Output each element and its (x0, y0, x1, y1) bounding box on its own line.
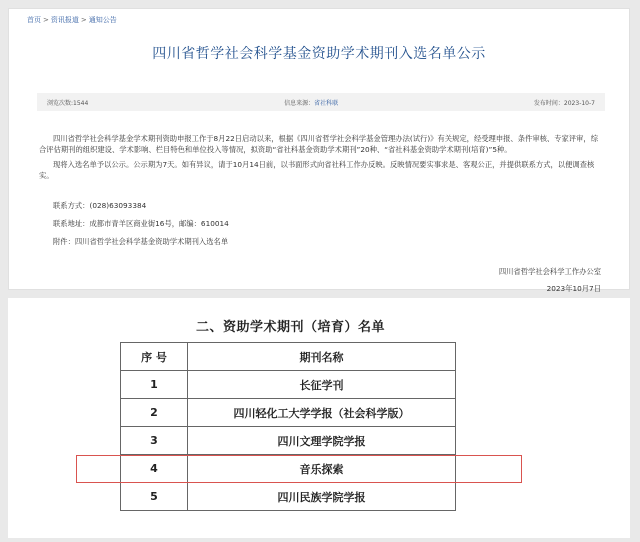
views-count (47, 98, 88, 107)
row-number: 3 (121, 427, 188, 455)
journal-table (120, 342, 456, 511)
journal-list-panel (8, 298, 630, 538)
publish-date-label: 发布时间： (533, 99, 564, 107)
table-title: 二、资助学术期刊（培育）名单 (196, 320, 386, 335)
article-source (284, 98, 338, 107)
breadcrumb-notices-link[interactable]: 通知公告 (88, 16, 117, 24)
row-number: 4 (121, 455, 188, 483)
row-number: 1 (121, 371, 188, 399)
column-header-number: 序 号 (121, 343, 188, 371)
journal-name: 音乐探索 (188, 455, 456, 483)
source-value: 省社科联 (314, 99, 339, 107)
article-body (39, 133, 605, 185)
publish-date-value: 2023-10-7 (563, 99, 595, 107)
contact-phone: 联系方式：(028)63093384 (53, 201, 147, 210)
contact-address: 联系地址：成都市青羊区商业街16号，邮编：610014 (53, 219, 229, 228)
breadcrumb-separator: > (43, 16, 49, 24)
table-row (121, 427, 456, 455)
article-meta-bar (37, 93, 605, 111)
column-header-journal-name: 期刊名称 (188, 343, 456, 371)
journal-name: 四川文理学院学报 (188, 427, 456, 455)
views-label: 浏览次数: (47, 99, 74, 107)
breadcrumb (27, 15, 117, 25)
table-row (121, 399, 456, 427)
views-value: 1544 (73, 99, 89, 107)
breadcrumb-news-link[interactable]: 资讯报道 (50, 16, 79, 24)
row-number: 5 (121, 483, 188, 511)
attachment-link[interactable]: 附件：四川省哲学社会科学基金资助学术期刊入选名单 (53, 237, 229, 246)
issuing-organization: 四川省哲学社会科学工作办公室 (498, 267, 601, 276)
publish-date (534, 98, 595, 107)
issue-date: 2023年10月7日 (546, 284, 601, 293)
body-paragraph: 现将入选名单予以公示。公示期为7天。如有异议，请于10月14日前，以书面形式向省社科工作办反映。反映情况要实事求是、客观公正，并提供联系方式，以便调查核实。 (39, 160, 595, 180)
journal-name: 长征学刊 (188, 371, 456, 399)
journal-name: 四川轻化工大学学报（社会科学版） (188, 399, 456, 427)
source-label: 信息来源： (284, 99, 315, 107)
table-row (121, 455, 456, 483)
breadcrumb-home-link[interactable]: 首页 (27, 16, 41, 24)
table-row (121, 371, 456, 399)
page-title: 四川省哲学社会科学基金资助学术期刊入选名单公示 (152, 46, 486, 62)
table-header-row (121, 343, 456, 371)
breadcrumb-separator: > (80, 16, 87, 24)
notice-panel (8, 8, 630, 293)
body-paragraph: 四川省哲学社会科学基金学术期刊资助申报工作于8月22日启动以来，根据《四川省哲学社会科学基金管理办法(试行)》有关规定，经受理申报、条件审核、专家评审，综合评估期刊的组织建设、学术影响、栏目特色和单位投入等情况，拟资助“省社科基金资助学术期刊”20种、“省社科基金资助学术期刊(培育)”5种。 (39, 134, 598, 154)
table-row (121, 483, 456, 511)
journal-name: 四川民族学院学报 (188, 483, 456, 511)
row-number: 2 (121, 399, 188, 427)
